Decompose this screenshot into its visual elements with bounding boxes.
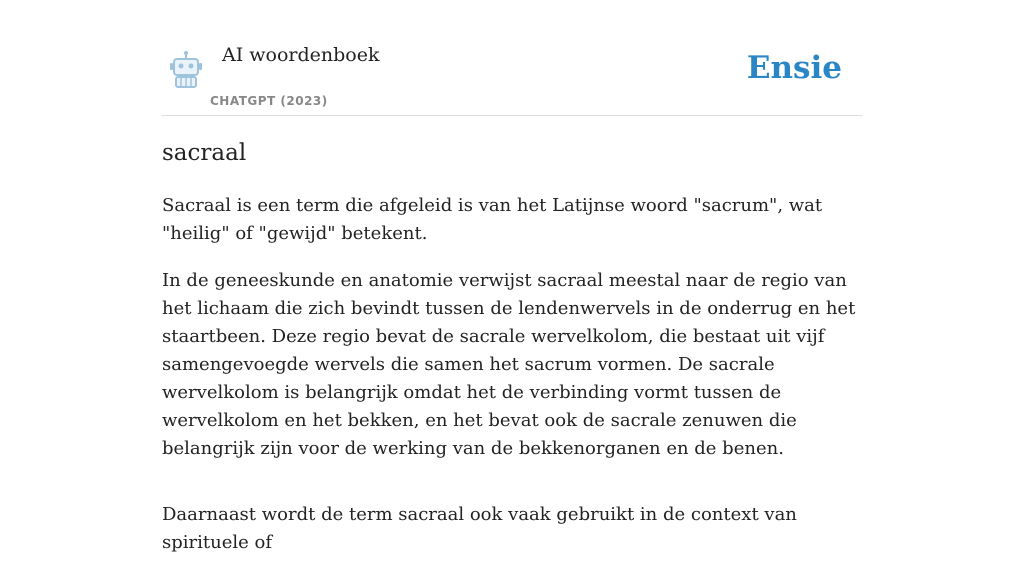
entry-content bbox=[162, 192, 862, 576]
source-header bbox=[162, 0, 862, 116]
entry-paragraph: Daarnaast wordt de term sacraal ook vaak gebruikt in de context van spirituele of bbox=[162, 504, 797, 553]
source-title[interactable]: AI woordenboek bbox=[222, 44, 380, 66]
robot-icon bbox=[166, 50, 206, 90]
source-meta: CHATGPT (2023) bbox=[210, 94, 328, 108]
entry-term: sacraal bbox=[162, 140, 247, 166]
entry-paragraph: In de geneeskunde en anatomie verwijst sacraal meestal naar de regio van het lichaam die zich bevindt tussen de lendenwervels in de onderrug en het staartbeen. Deze regio bevat de sacrale wervelkolom, die bestaat uit vijf samengevoegde wervels die samen het sacrum vormen. De sacrale wervelkolom is belangrijk omdat het de verbinding vormt tussen de wervelkolom en het bekken, en het bevat ook de sacrale zenuwen die belangrijk zijn voor de werking van de bekkenorganen en de benen. bbox=[162, 270, 856, 459]
entry-paragraph: Sacraal is een term die afgeleid is van het Latijnse woord "sacrum", wat "heilig" of "gewijd" betekent. bbox=[162, 195, 823, 244]
brand-logo[interactable]: Ensie bbox=[746, 50, 842, 86]
